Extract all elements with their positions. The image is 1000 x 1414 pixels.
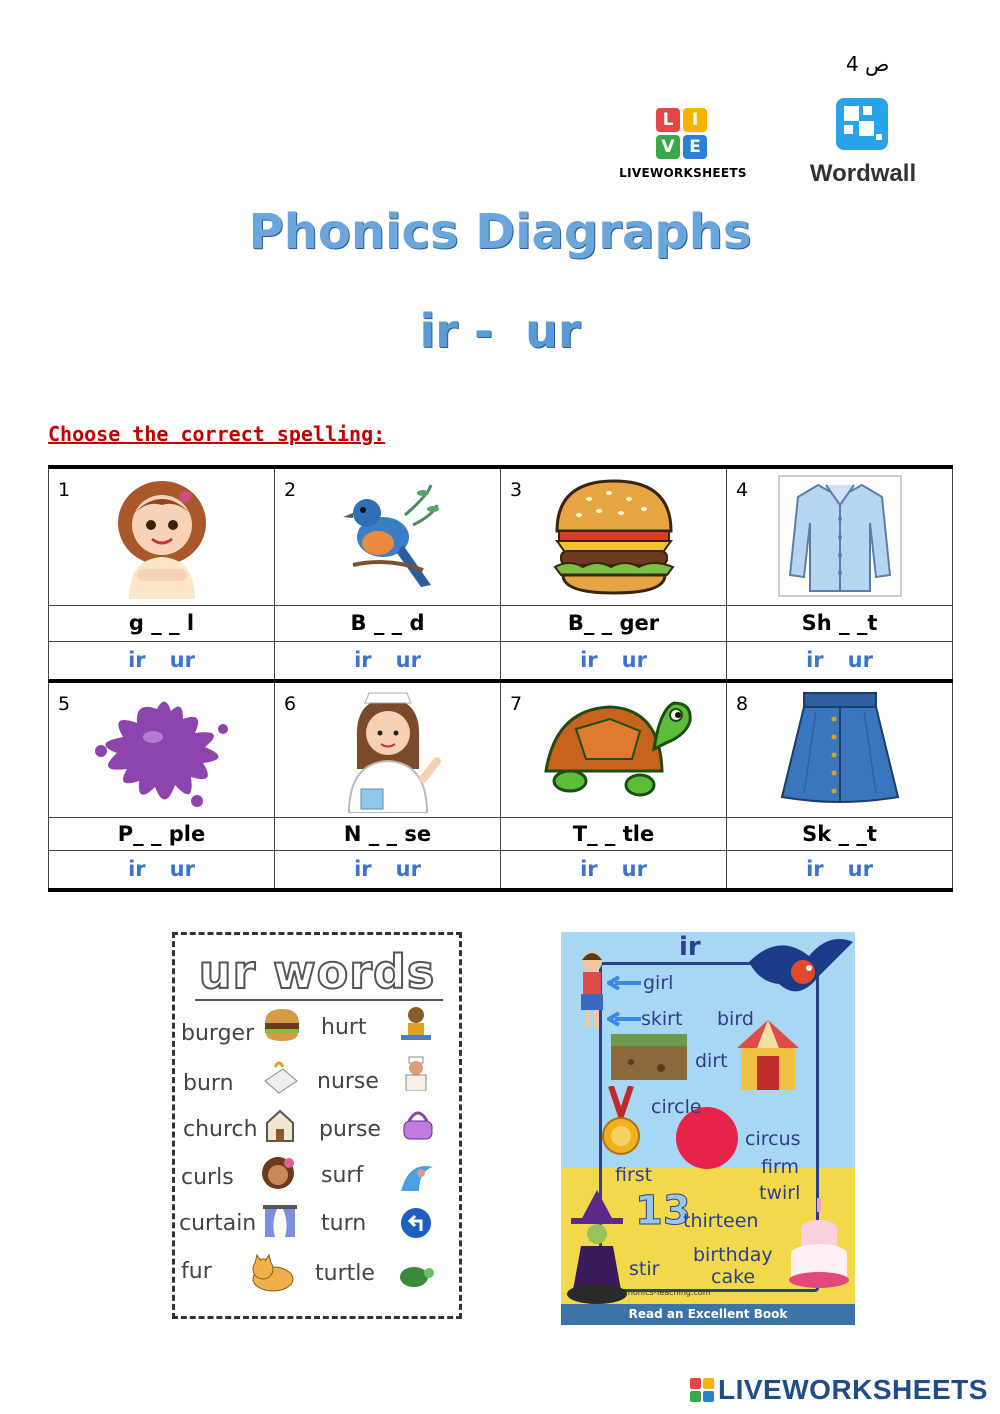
option-ur[interactable]: ur	[395, 648, 421, 672]
turtle-icon	[397, 1255, 435, 1291]
bird-icon	[333, 475, 443, 595]
item-1-picture	[48, 469, 274, 605]
turn-sign-icon	[397, 1205, 435, 1241]
option-ir[interactable]: ir	[128, 648, 146, 672]
girl-icon	[575, 950, 609, 1030]
word-row	[48, 818, 953, 851]
wordwall-logo	[804, 98, 922, 194]
ur-word: turn	[321, 1211, 367, 1236]
ur-poster-underline	[195, 999, 443, 1001]
church-icon	[261, 1107, 299, 1143]
option-ur[interactable]: ur	[169, 857, 195, 881]
ir-poster-footer: Read an Excellent Book	[561, 1304, 855, 1325]
ir-words-poster	[561, 932, 855, 1325]
item-2-picture	[274, 469, 500, 605]
ur-word: fur	[181, 1259, 212, 1284]
ir-word: dirt	[695, 1050, 728, 1072]
liveworksheets-logo	[618, 108, 748, 182]
item-number: 6	[284, 693, 297, 715]
item-6-options	[274, 851, 500, 888]
ir-word: circle	[651, 1096, 702, 1118]
ur-word: turtle	[315, 1261, 375, 1286]
option-ir[interactable]: ir	[354, 648, 372, 672]
item-number: 7	[510, 693, 523, 715]
ir-poster-site: Phonics-Teaching.com	[623, 1288, 711, 1297]
option-ir[interactable]: ir	[354, 857, 372, 881]
curls-icon	[259, 1155, 297, 1191]
item-number: 4	[736, 479, 749, 501]
word-row	[48, 606, 953, 642]
footer-brand: LIVEWORKSHEETS	[718, 1374, 988, 1405]
option-ir[interactable]: ir	[580, 857, 598, 881]
item-number: 3	[510, 479, 523, 501]
ir-word: twirl	[759, 1182, 801, 1204]
ir-word: birthday	[693, 1244, 773, 1266]
ur-words-poster	[172, 932, 462, 1319]
item-2-options	[274, 642, 500, 679]
ir-word: stir	[629, 1258, 660, 1280]
exercise-table	[48, 465, 953, 892]
turtle-icon	[536, 689, 692, 807]
ir-word: thirteen	[683, 1210, 759, 1232]
nurse-icon	[397, 1055, 435, 1091]
page-title: Phonics Diagraphs	[248, 204, 752, 260]
ir-word: bird	[717, 1008, 754, 1030]
curtain-icon	[261, 1203, 299, 1239]
burger-icon	[549, 475, 679, 597]
item-3-word: B_ _ ger	[500, 606, 726, 641]
ur-word: nurse	[317, 1069, 379, 1094]
item-5-options	[48, 851, 274, 888]
hurt-icon	[397, 1005, 435, 1041]
ur-word: curls	[181, 1165, 234, 1190]
item-6-word: N _ _ se	[274, 818, 500, 850]
witch-icon	[561, 1190, 633, 1304]
option-ur[interactable]: ur	[621, 648, 647, 672]
ir-word: girl	[643, 972, 674, 994]
ur-word: curtain	[179, 1211, 257, 1236]
option-ir[interactable]: ir	[806, 857, 824, 881]
cat-icon	[247, 1253, 299, 1293]
burn-icon	[261, 1059, 299, 1095]
option-ir[interactable]: ir	[806, 648, 824, 672]
options-row	[48, 642, 953, 683]
ur-word: church	[183, 1117, 258, 1142]
item-8-picture	[726, 683, 953, 817]
nurse-icon	[333, 689, 443, 813]
instruction-text: Choose the correct spelling:	[48, 422, 386, 446]
ur-word: surf	[321, 1163, 364, 1188]
item-7-picture	[500, 683, 726, 817]
ur-word: purse	[319, 1117, 381, 1142]
item-4-word: Sh _ _t	[726, 606, 953, 641]
ir-word: first	[615, 1164, 653, 1186]
medal-icon	[601, 1086, 641, 1162]
ur-poster-title: ur words	[198, 945, 436, 999]
ur-word: burger	[181, 1021, 255, 1046]
option-ir[interactable]: ir	[128, 857, 146, 881]
option-ur[interactable]: ur	[847, 648, 873, 672]
page-number: ص 4	[846, 52, 890, 76]
ir-word: circus	[745, 1128, 801, 1150]
arrow-left-icon	[607, 1012, 641, 1026]
burger-icon	[263, 1007, 301, 1043]
item-5-picture	[48, 683, 274, 817]
item-4-options	[726, 642, 953, 679]
item-number: 5	[58, 693, 71, 715]
purse-icon	[399, 1107, 437, 1143]
purple-splash-icon	[87, 689, 237, 813]
ir-poster-title: ir	[679, 932, 701, 962]
picture-row	[48, 683, 953, 818]
item-3-options	[500, 642, 726, 679]
item-7-options	[500, 851, 726, 888]
ur-word: burn	[183, 1071, 234, 1096]
shirt-icon	[778, 475, 902, 597]
skirt-icon	[776, 689, 904, 809]
item-3-picture	[500, 469, 726, 605]
birthday-cake-icon	[787, 1198, 851, 1290]
picture-row	[48, 469, 953, 606]
footer-liveworksheets-logo	[690, 1374, 988, 1406]
liveworksheets-tiles-icon	[690, 1378, 714, 1402]
item-number: 8	[736, 693, 749, 715]
item-number: 2	[284, 479, 297, 501]
item-2-word: B _ _ d	[274, 606, 500, 641]
item-1-options	[48, 642, 274, 679]
ir-word: firm	[761, 1156, 799, 1178]
arrow-left-icon	[607, 976, 641, 990]
option-ur[interactable]: ur	[847, 857, 873, 881]
ir-word: cake	[711, 1266, 756, 1288]
item-4-picture	[726, 469, 953, 605]
liveworksheets-tiles-icon: L I V E	[656, 108, 708, 160]
surf-icon	[399, 1157, 437, 1193]
bird-icon	[749, 932, 853, 1008]
item-number: 1	[58, 479, 71, 501]
item-7-word: T_ _ tle	[500, 818, 726, 850]
wordwall-name: Wordwall	[809, 160, 917, 187]
option-ur[interactable]: ur	[621, 857, 647, 881]
liveworksheets-name: LIVEWORKSHEETS	[619, 166, 747, 180]
item-8-options	[726, 851, 953, 888]
item-8-word: Sk _ _t	[726, 818, 953, 850]
girl-icon	[107, 475, 217, 599]
options-row	[48, 851, 953, 888]
option-ur[interactable]: ur	[169, 648, 195, 672]
item-6-picture	[274, 683, 500, 817]
ir-number-13: 13	[635, 1188, 691, 1234]
item-5-word: P_ _ ple	[48, 818, 274, 850]
item-1-word: g _ _ l	[48, 606, 274, 641]
ur-word: hurt	[321, 1015, 367, 1040]
dirt-icon	[611, 1034, 687, 1080]
wordwall-grid-icon	[836, 98, 888, 150]
page-subtitle: ir - ur	[419, 304, 581, 358]
option-ir[interactable]: ir	[580, 648, 598, 672]
option-ur[interactable]: ur	[395, 857, 421, 881]
ir-word: skirt	[641, 1008, 683, 1030]
